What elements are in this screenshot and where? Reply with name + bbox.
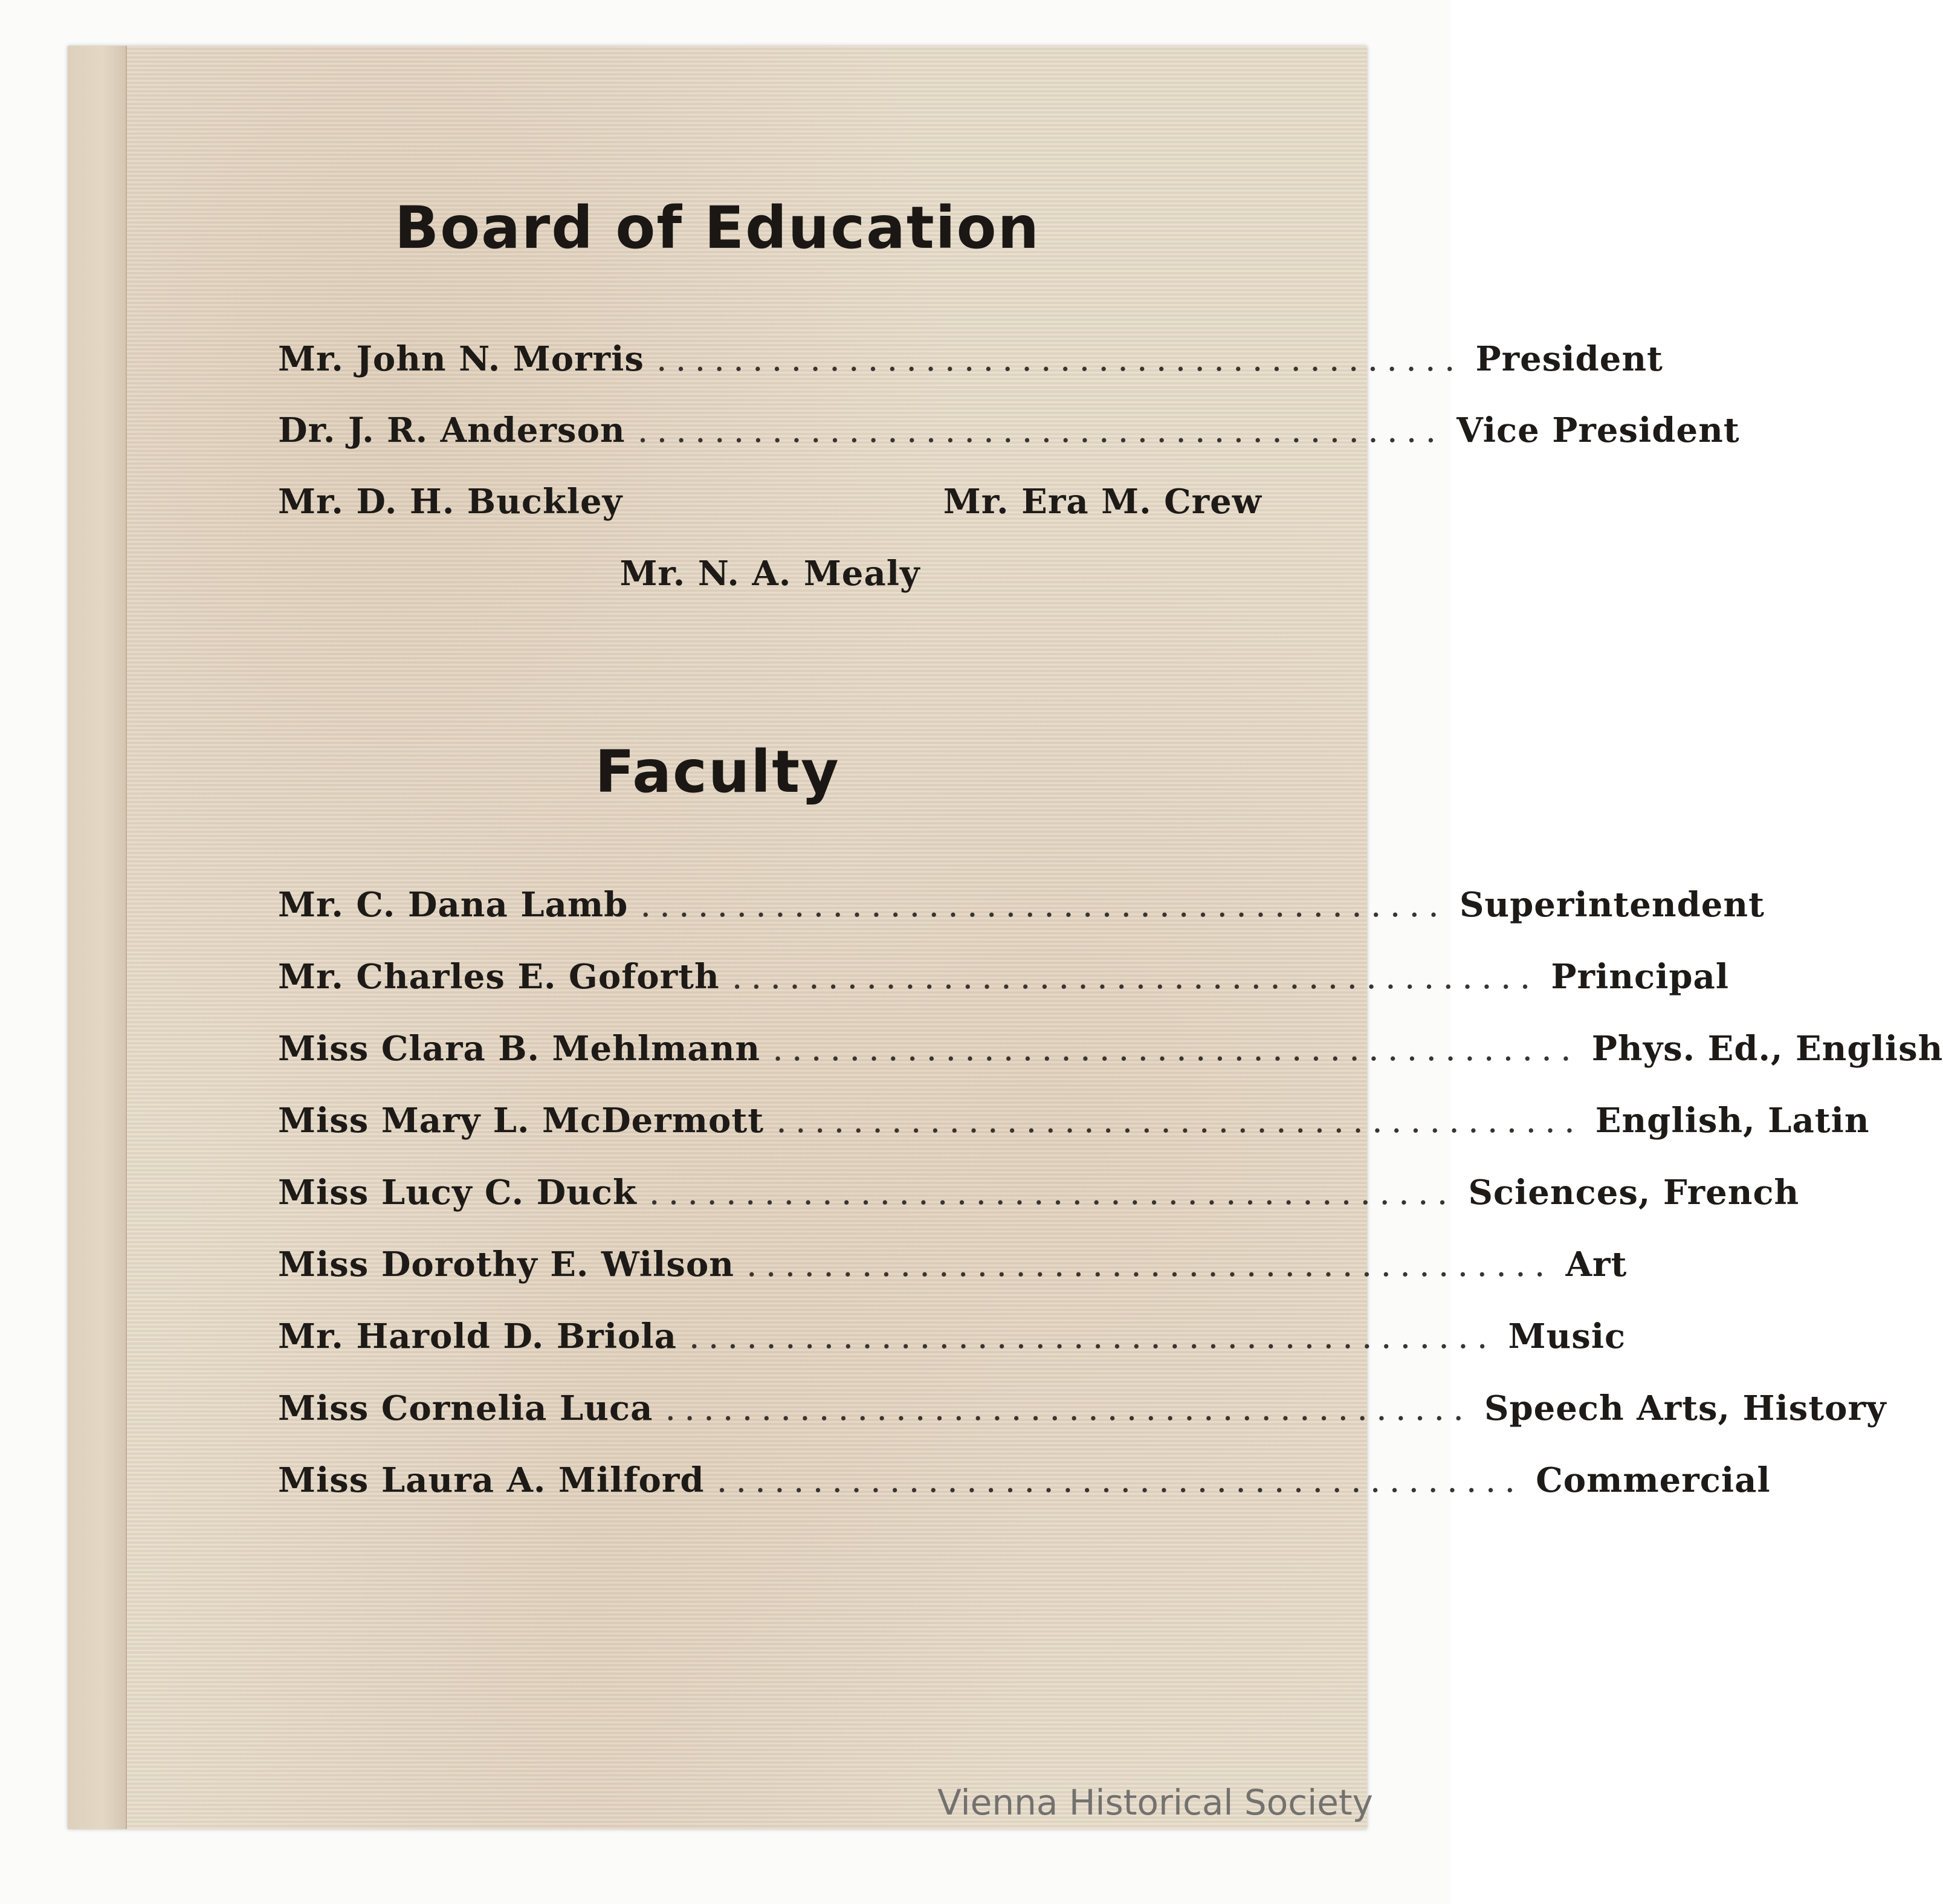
faculty-name: Miss Lucy C. Duck: [278, 1173, 637, 1213]
dot-leader: ..........................................: [776, 1101, 1583, 1141]
board-member-name: Mr. N. A. Mealy: [619, 554, 920, 594]
faculty-role: Speech Arts, History: [1484, 1388, 1887, 1428]
faculty-role: English, Latin: [1595, 1101, 1870, 1141]
faculty-row: [278, 1245, 1628, 1293]
board-member-row: [278, 410, 1740, 459]
faculty-row: [278, 1101, 1870, 1149]
dot-leader: ..........................................: [637, 411, 1445, 450]
dot-leader: ..........................................: [746, 1245, 1554, 1284]
program-page: [68, 46, 1943, 1829]
faculty-name: Miss Mary L. McDermott: [278, 1101, 765, 1141]
faculty-row: [278, 1173, 1800, 1221]
faculty-name: Mr. Charles E. Goforth: [278, 957, 720, 997]
faculty-role: Sciences, French: [1468, 1173, 1800, 1213]
faculty-row: [278, 885, 1765, 933]
faculty-row: [278, 957, 1730, 1005]
dot-leader: ..........................................: [656, 340, 1464, 379]
faculty-row: [278, 1388, 1887, 1437]
board-member-name: Mr. John N. Morris: [278, 339, 644, 379]
faculty-row: [278, 1029, 1943, 1077]
dot-leader: ..........................................: [716, 1461, 1524, 1500]
dot-leader: ..........................................: [688, 1317, 1496, 1356]
faculty-name: Mr. C. Dana Lamb: [278, 885, 629, 925]
faculty-role: Music: [1508, 1316, 1626, 1356]
page-spine: [68, 46, 127, 1829]
dot-leader: ..........................................: [640, 886, 1447, 925]
board-of-education-heading: Board of Education: [395, 194, 1040, 262]
board-member-pair-row: [278, 482, 1262, 530]
board-member-center-row: [278, 554, 1262, 602]
faculty-name: Miss Cornelia Luca: [278, 1388, 653, 1428]
faculty-row: [278, 1460, 1771, 1509]
faculty-role: Art: [1565, 1245, 1628, 1284]
faculty-role: Superintendent: [1459, 885, 1765, 925]
dot-leader: ..........................................: [665, 1389, 1473, 1428]
faculty-role: Phys. Ed., English: [1591, 1029, 1943, 1069]
board-member-name: Mr. D. H. Buckley: [278, 482, 623, 522]
board-member-role: Vice President: [1456, 410, 1740, 450]
faculty-row: [278, 1316, 1626, 1365]
dot-leader: ..........................................: [648, 1173, 1456, 1213]
faculty-role: Principal: [1551, 957, 1730, 997]
dot-leader: ..........................................: [772, 1029, 1580, 1069]
board-member-name: Dr. J. R. Anderson: [278, 410, 626, 450]
faculty-name: Miss Clara B. Mehlmann: [278, 1029, 761, 1069]
faculty-heading: Faculty: [595, 738, 840, 806]
board-member-name: Mr. Era M. Crew: [943, 482, 1262, 522]
board-member-row: [278, 339, 1663, 387]
faculty-name: Miss Laura A. Milford: [278, 1460, 705, 1500]
faculty-name: Miss Dorothy E. Wilson: [278, 1245, 734, 1284]
faculty-role: Commercial: [1536, 1460, 1771, 1500]
dot-leader: ..........................................: [731, 957, 1539, 997]
faculty-name: Mr. Harold D. Briola: [278, 1316, 677, 1356]
watermark: Vienna Historical Society: [937, 1782, 1373, 1823]
board-member-role: President: [1475, 339, 1663, 379]
